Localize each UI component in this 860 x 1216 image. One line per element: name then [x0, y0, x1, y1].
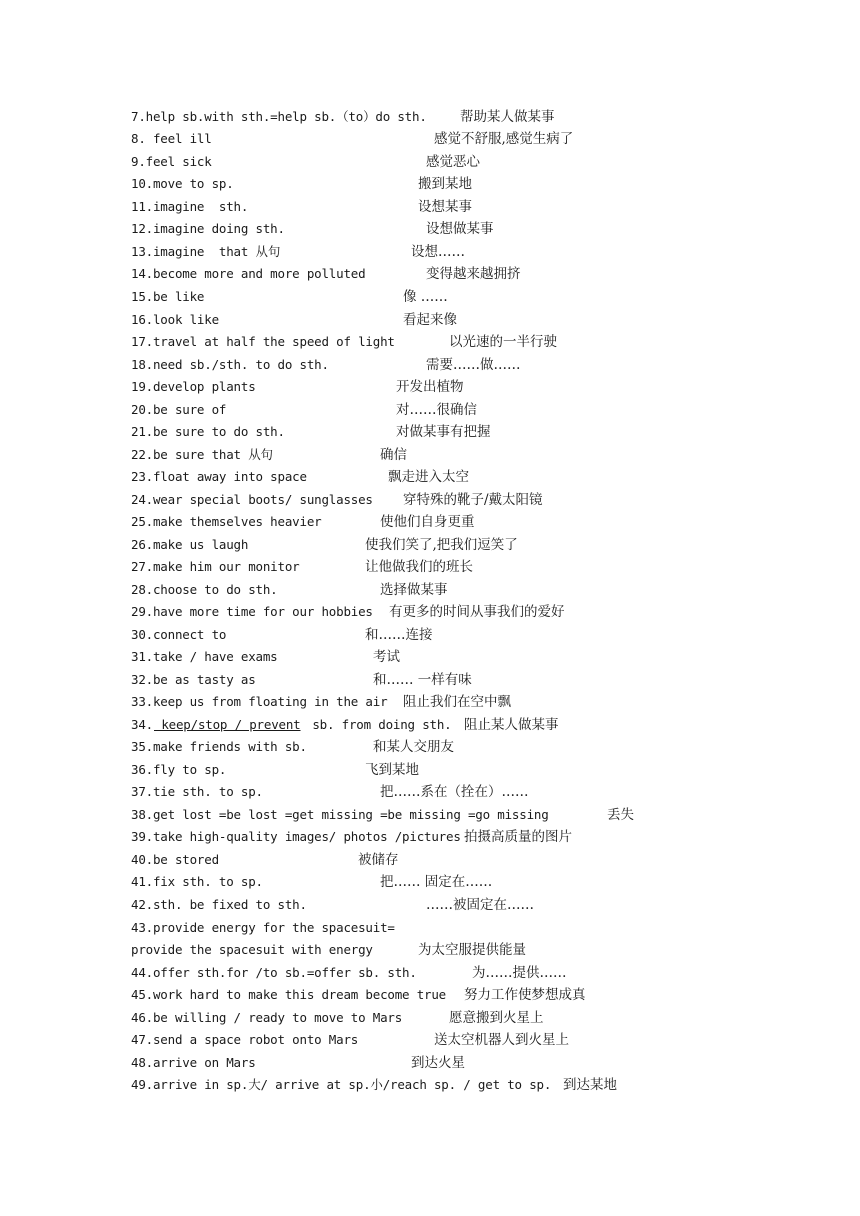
phrase-chinese: 感觉恶心 — [426, 154, 480, 170]
phrase-row — [0, 241, 860, 263]
phrase-english: sb. from doing sth. — [305, 717, 452, 732]
phrase-row — [0, 286, 860, 308]
phrase-english: 21.be sure to do sth. — [131, 424, 285, 439]
phrase-row — [0, 263, 860, 285]
phrase-chinese: 帮助某人做某事 — [460, 109, 555, 125]
phrase-row — [0, 354, 860, 376]
phrase-chinese: 需要……做…… — [426, 357, 521, 373]
phrase-english: 11.imagine sth. — [131, 199, 249, 214]
phrase-row — [0, 466, 860, 488]
phrase-english: 48.arrive on Mars — [131, 1055, 256, 1070]
phrase-english: 19.develop plants — [131, 379, 256, 394]
phrase-english: 30.connect to — [131, 627, 227, 642]
phrase-row — [0, 736, 860, 758]
phrase-chinese: 愿意搬到火星上 — [449, 1010, 544, 1026]
phrase-english: 33.keep us from floating in the air — [131, 694, 388, 709]
phrase-chinese: 开发出植物 — [396, 379, 464, 395]
phrase-chinese: ……被固定在…… — [426, 897, 534, 913]
phrase-row — [0, 849, 860, 871]
phrase-chinese: 对做某事有把握 — [396, 424, 491, 440]
phrase-chinese: 和……连接 — [365, 627, 433, 643]
phrase-english: 16.look like — [131, 312, 219, 327]
phrase-english: 40.be stored — [131, 852, 219, 867]
phrase-row — [0, 444, 860, 466]
phrase-english: 7.help sb.with sth.=help sb.（to）do sth. — [131, 109, 427, 124]
phrase-row — [0, 376, 860, 398]
phrase-chinese: 和某人交朋友 — [373, 739, 454, 755]
phrase-chinese: 设想某事 — [418, 199, 472, 215]
phrase-row — [0, 759, 860, 781]
phrase-chinese: 为太空服提供能量 — [418, 942, 526, 958]
phrase-chinese: 有更多的时间从事我们的爱好 — [389, 604, 565, 620]
phrase-english: 22.be sure that 从句 — [131, 447, 273, 462]
phrase-chinese: 设想…… — [411, 244, 465, 260]
phrase-english: 10.move to sp. — [131, 176, 234, 191]
phrase-english: 17.travel at half the speed of light — [131, 334, 395, 349]
phrase-chinese: 像 …… — [403, 289, 448, 305]
phrase-chinese: 使他们自身更重 — [380, 514, 475, 530]
phrase-english: 26.make us laugh — [131, 537, 249, 552]
phrase-chinese: 阻止某人做某事 — [464, 717, 559, 733]
phrase-english: 46.be willing / ready to move to Mars — [131, 1010, 403, 1025]
phrase-chinese: 努力工作使梦想成真 — [464, 987, 586, 1003]
phrase-chinese: 考试 — [373, 649, 400, 665]
phrase-row — [0, 804, 860, 826]
phrase-row — [0, 511, 860, 533]
phrase-chinese: 搬到某地 — [418, 176, 472, 192]
phrase-english: 49.arrive in sp.大/ arrive at sp.小/reach sp. / get to sp. — [131, 1077, 552, 1092]
phrase-english: 47.send a space robot onto Mars — [131, 1032, 359, 1047]
phrase-chinese: 把…… 固定在…… — [380, 874, 493, 890]
phrase-english: 9.feel sick — [131, 154, 212, 169]
phrase-english: 45.work hard to make this dream become true — [131, 987, 447, 1002]
phrase-row — [0, 579, 860, 601]
phrase-english: 25.make themselves heavier — [131, 514, 322, 529]
phrase-chinese: 确信 — [380, 447, 407, 463]
phrase-row — [0, 939, 860, 961]
phrase-row — [0, 196, 860, 218]
phrase-english: 29.have more time for our hobbies — [131, 604, 373, 619]
phrase-chinese: 丢失 — [607, 807, 634, 823]
phrase-english: 23.float away into space — [131, 469, 307, 484]
phrase-chinese: 到达火星 — [411, 1055, 465, 1071]
phrase-chinese: 感觉不舒服,感觉生病了 — [434, 131, 574, 147]
phrase-english: 36.fly to sp. — [131, 762, 227, 777]
phrase-chinese: 飘走进入太空 — [388, 469, 469, 485]
phrase-chinese: 送太空机器人到火星上 — [434, 1032, 569, 1048]
phrase-english: 31.take / have exams — [131, 649, 278, 664]
phrase-english: 39.take high-quality images/ photos /pictures — [131, 829, 461, 844]
phrase-row — [0, 871, 860, 893]
phrase-english: 27.make him our monitor — [131, 559, 300, 574]
phrase-row — [0, 691, 860, 713]
phrase-english: 38.get lost =be lost =get missing =be missing =go missing — [131, 807, 549, 822]
phrase-chinese: 让他做我们的班长 — [365, 559, 473, 575]
phrase-row — [0, 894, 860, 916]
phrase-row — [0, 106, 860, 128]
phrase-chinese: 设想做某事 — [426, 221, 494, 237]
phrase-english: 18.need sb./sth. to do sth. — [131, 357, 329, 372]
phrase-row — [0, 218, 860, 240]
phrase-row — [0, 714, 860, 736]
phrase-row — [0, 1074, 860, 1096]
phrase-chinese: 为……提供…… — [472, 965, 567, 981]
phrase-chinese: 使我们笑了,把我们逗笑了 — [365, 537, 518, 553]
phrase-row — [0, 1029, 860, 1051]
phrase-row — [0, 624, 860, 646]
phrase-english: provide the spacesuit with energy — [131, 942, 373, 957]
phrase-chinese: 穿特殊的靴子/戴太阳镜 — [403, 492, 543, 508]
phrase-row — [0, 1052, 860, 1074]
phrase-row — [0, 1007, 860, 1029]
phrase-row — [0, 489, 860, 511]
phrase-chinese: 拍摄高质量的图片 — [464, 829, 572, 845]
phrase-row — [0, 669, 860, 691]
phrase-chinese: 变得越来越拥挤 — [426, 266, 521, 282]
phrase-row — [0, 151, 860, 173]
phrase-chinese: 飞到某地 — [365, 762, 419, 778]
phrase-chinese: 阻止我们在空中飘 — [403, 694, 511, 710]
phrase-row — [0, 962, 860, 984]
phrase-english: 8. feel ill — [131, 131, 212, 146]
phrase-english: 44.offer sth.for /to sb.=offer sb. sth. — [131, 965, 417, 980]
phrase-english: 12.imagine doing sth. — [131, 221, 285, 236]
phrase-chinese: 看起来像 — [403, 312, 457, 328]
phrase-english-underlined: keep/stop / prevent — [154, 717, 301, 732]
phrase-english: 13.imagine that 从句 — [131, 244, 281, 259]
phrase-row — [0, 781, 860, 803]
phrase-english: 14.become more and more polluted — [131, 266, 366, 281]
phrase-english: 43.provide energy for the spacesuit= — [131, 920, 395, 935]
phrase-row — [0, 556, 860, 578]
phrase-row — [0, 601, 860, 623]
phrase-english: 28.choose to do sth. — [131, 582, 278, 597]
phrase-row — [0, 534, 860, 556]
phrase-english: 15.be like — [131, 289, 205, 304]
phrase-english: 24.wear special boots/ sunglasses — [131, 492, 373, 507]
phrase-row — [0, 173, 860, 195]
phrase-chinese: 和…… 一样有味 — [373, 672, 472, 688]
phrase-english: 42.sth. be fixed to sth. — [131, 897, 307, 912]
phrase-chinese: 对……很确信 — [396, 402, 477, 418]
phrase-english: 41.fix sth. to sp. — [131, 874, 263, 889]
phrase-row — [0, 421, 860, 443]
phrase-row — [0, 646, 860, 668]
phrase-english: 35.make friends with sb. — [131, 739, 307, 754]
phrase-chinese: 到达某地 — [563, 1077, 617, 1093]
phrase-row — [0, 331, 860, 353]
phrase-chinese: 把……系在（拴在）…… — [380, 784, 529, 800]
phrase-row — [0, 984, 860, 1006]
phrase-english: 37.tie sth. to sp. — [131, 784, 263, 799]
phrase-row — [0, 399, 860, 421]
phrase-english: 20.be sure of — [131, 402, 227, 417]
phrase-row — [0, 917, 860, 939]
phrase-chinese: 选择做某事 — [380, 582, 448, 598]
phrase-row — [0, 309, 860, 331]
phrase-chinese: 以光速的一半行驶 — [449, 334, 557, 350]
phrase-row — [0, 128, 860, 150]
phrase-english: 32.be as tasty as — [131, 672, 256, 687]
phrase-english: 34. — [131, 717, 153, 732]
phrase-chinese: 被储存 — [358, 852, 399, 868]
phrase-row — [0, 826, 860, 848]
